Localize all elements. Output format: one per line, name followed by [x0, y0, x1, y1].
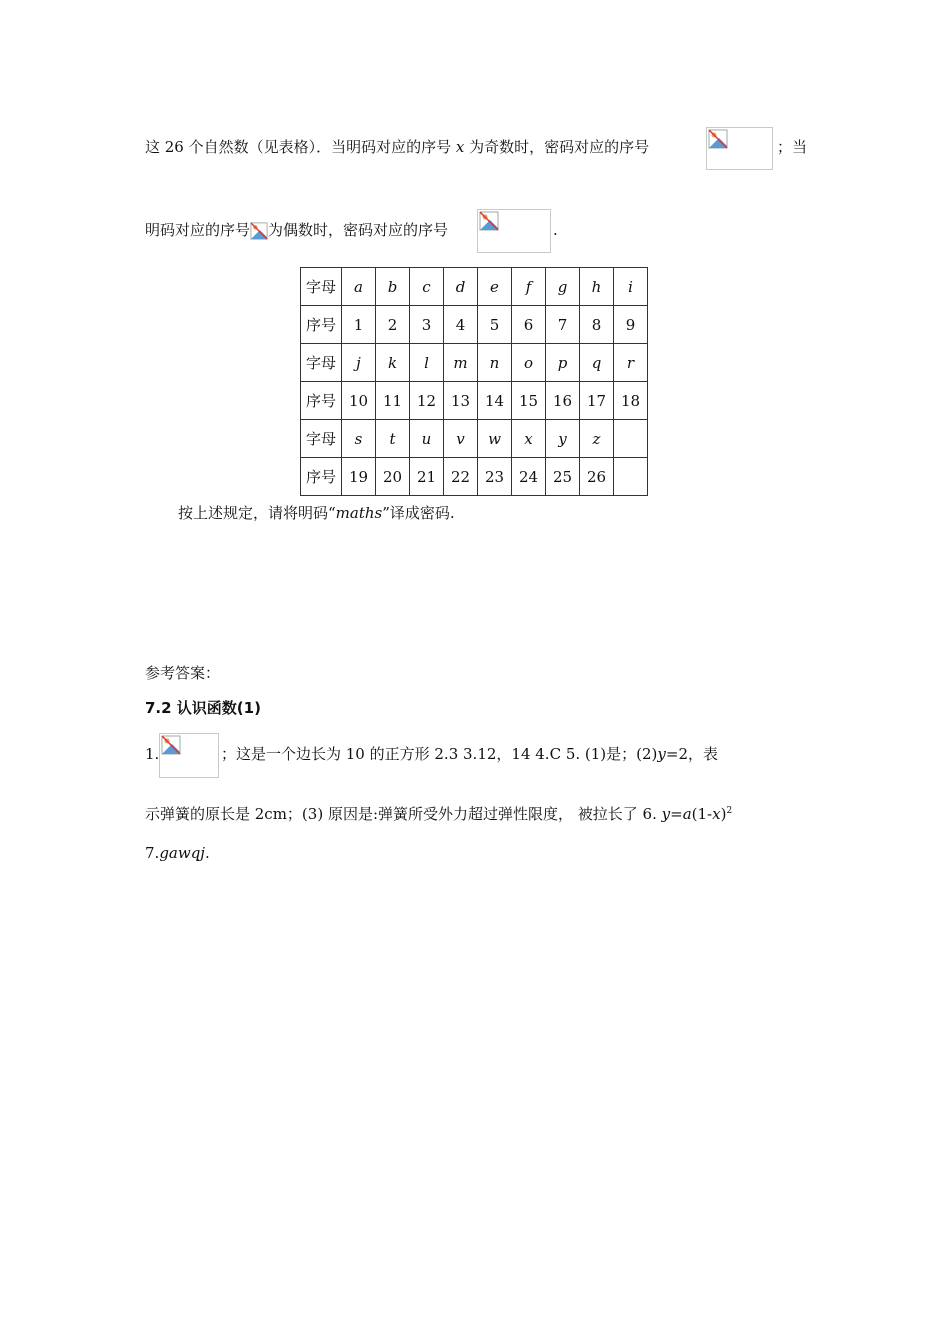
answer-1-rest: =2，表 — [665, 745, 719, 763]
number-cell: 24 — [512, 458, 546, 496]
letter-cell: p — [546, 344, 580, 382]
number-cell: 18 — [614, 382, 648, 420]
number-cell: 15 — [512, 382, 546, 420]
letter-cell: u — [410, 420, 444, 458]
paragraph-2-text-2: 为偶数时，密码对应的序号 — [268, 221, 449, 239]
formula-eq: = — [670, 805, 683, 823]
letter-cell: v — [444, 420, 478, 458]
section-title: 7.2 认识函数(1) — [145, 699, 261, 717]
row-header: 序号 — [301, 306, 342, 344]
table-row — [301, 344, 648, 382]
number-cell — [614, 458, 648, 496]
paragraph-1-text: 这 26 个自然数（见表格）．当明码对应的序号 — [145, 138, 456, 156]
instruction-text: 按上述规定，请将明码“ — [178, 504, 336, 522]
word-maths: maths — [335, 504, 383, 522]
broken-image-icon — [250, 222, 268, 240]
row-header: 字母 — [301, 344, 342, 382]
number-cell: 2 — [376, 306, 410, 344]
answer-line-3 — [145, 843, 210, 863]
paragraph-1 — [145, 137, 649, 157]
answer-line-2 — [145, 801, 732, 824]
formula-a: a — [682, 805, 692, 823]
letter-cell: d — [444, 268, 478, 306]
table-row — [301, 420, 648, 458]
letter-cell: s — [342, 420, 376, 458]
formula-x: x — [712, 805, 721, 823]
number-cell: 20 — [376, 458, 410, 496]
letter-cell: o — [512, 344, 546, 382]
letter-cell: j — [342, 344, 376, 382]
answer-1-var: y — [657, 745, 666, 763]
row-header: 字母 — [301, 420, 342, 458]
letter-cell: w — [478, 420, 512, 458]
row-header: 序号 — [301, 382, 342, 420]
answer-1-number: 1. — [145, 745, 160, 763]
letter-cell: c — [410, 268, 444, 306]
letter-cell: t — [376, 420, 410, 458]
letter-cell: b — [376, 268, 410, 306]
number-cell: 11 — [376, 382, 410, 420]
instruction — [178, 503, 455, 523]
row-header: 字母 — [301, 268, 342, 306]
letter-cell: q — [580, 344, 614, 382]
paragraph-2-tail: . — [553, 221, 558, 239]
number-cell: 7 — [546, 306, 580, 344]
number-cell: 12 — [410, 382, 444, 420]
number-cell: 4 — [444, 306, 478, 344]
letter-cell: h — [580, 268, 614, 306]
letter-cell: r — [614, 344, 648, 382]
number-cell: 21 — [410, 458, 444, 496]
answer-1-text: ；这是一个边长为 10 的正方形 2.3 3.12，14 4.C 5. (1)是；(2) — [221, 745, 658, 763]
number-cell: 16 — [546, 382, 580, 420]
number-cell: 23 — [478, 458, 512, 496]
letter-cell: a — [342, 268, 376, 306]
table-row — [301, 268, 648, 306]
number-cell: 3 — [410, 306, 444, 344]
formula-close: ) — [720, 805, 727, 823]
paragraph-2-text: 明码对应的序号 — [145, 221, 251, 239]
number-cell: 10 — [342, 382, 376, 420]
table-row — [301, 458, 648, 496]
paragraph-1-text-2: 为奇数时，密码对应的序号 — [464, 138, 650, 156]
answer-2-text: 示弹簧的原长是 2cm；(3) 原因是:弹簧所受外力超过弹性限度， 被拉长了 6. — [145, 805, 662, 823]
letter-cell: i — [614, 268, 648, 306]
paragraph-2 — [145, 220, 448, 240]
number-cell: 6 — [512, 306, 546, 344]
number-cell: 5 — [478, 306, 512, 344]
answer-7-number: 7. — [145, 844, 160, 862]
number-cell: 25 — [546, 458, 580, 496]
table-row — [301, 382, 648, 420]
paragraph-1-tail: ；当 — [777, 138, 808, 156]
instruction-text-2: ”译成密码. — [382, 504, 455, 522]
number-cell: 1 — [342, 306, 376, 344]
broken-image-icon — [159, 733, 219, 778]
broken-image-icon — [706, 127, 773, 170]
letter-cell: y — [546, 420, 580, 458]
table-row — [301, 306, 648, 344]
number-cell: 8 — [580, 306, 614, 344]
number-cell: 26 — [580, 458, 614, 496]
letter-cell: z — [580, 420, 614, 458]
letter-cell: n — [478, 344, 512, 382]
number-cell: 17 — [580, 382, 614, 420]
answer-line-1 — [145, 744, 159, 764]
number-cell: 9 — [614, 306, 648, 344]
letter-cell: l — [410, 344, 444, 382]
answer-7-code: gawqj — [159, 844, 205, 862]
letter-cell: f — [512, 268, 546, 306]
answer-line-1-text — [221, 744, 718, 764]
letter-cell: g — [546, 268, 580, 306]
number-cell: 13 — [444, 382, 478, 420]
letter-cell: k — [376, 344, 410, 382]
formula-exponent: 2 — [726, 806, 733, 816]
formula-mid: (1- — [691, 805, 713, 823]
answers-heading: 参考答案： — [145, 664, 221, 682]
row-header: 序号 — [301, 458, 342, 496]
number-cell: 14 — [478, 382, 512, 420]
letter-cell: m — [444, 344, 478, 382]
letter-cell — [614, 420, 648, 458]
cipher-table — [300, 267, 648, 496]
variable-x: x — [455, 138, 465, 156]
letter-cell: x — [512, 420, 546, 458]
number-cell: 19 — [342, 458, 376, 496]
answer-7-end: . — [204, 844, 210, 862]
letter-cell: e — [478, 268, 512, 306]
formula-y: y — [661, 805, 671, 823]
number-cell: 22 — [444, 458, 478, 496]
broken-image-icon — [477, 209, 551, 253]
